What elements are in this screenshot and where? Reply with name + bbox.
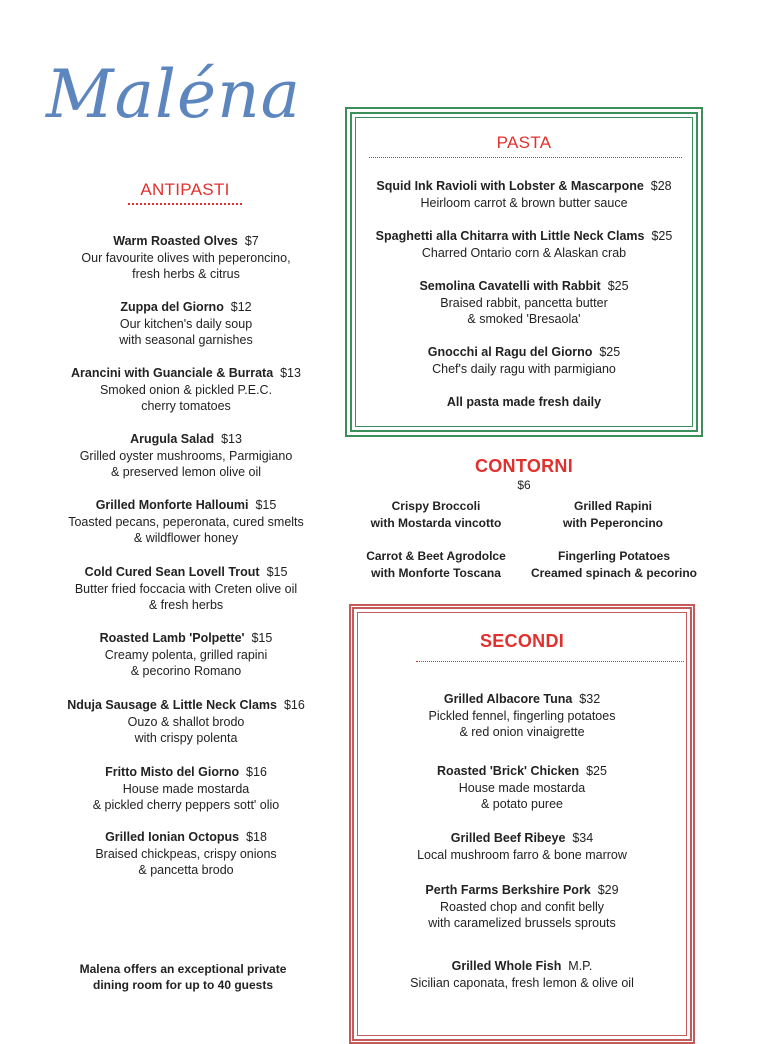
item-desc: Creamy polenta, grilled rapini [104,647,268,662]
item-desc: fresh herbs & citrus [132,267,240,281]
item-desc: Braised rabbit, pancetta butter [440,295,608,310]
item-desc: Pickled fennel, fingerling potatoes [428,708,616,723]
item-desc: & pecorino Romano [130,664,242,678]
pasta-item [345,178,703,211]
item-desc: Chef's daily ragu with parmigiano [432,361,616,376]
antipasti-item [18,564,354,614]
item-desc: Sicilian caponata, fresh lemon & olive oil [410,975,634,990]
item-price: $25 [586,764,607,778]
antipasti-heading: ANTIPASTI [140,180,230,199]
item-name: Gnocchi al Ragu del Giorno [427,345,593,359]
item-desc: & pancetta brodo [138,863,234,877]
item-desc: House made mostarda [458,780,586,795]
item-desc: & pickled cherry peppers sott' olio [92,798,280,812]
antipasti-item [18,431,354,481]
pasta-item [345,278,703,328]
secondi-heading: SECONDI [479,631,565,651]
item-desc: with seasonal garnishes [119,333,253,347]
item-price: $32 [579,692,601,706]
item-desc: & preserved lemon olive oil [110,465,262,479]
item-desc: Butter fried foccacia with Creten olive oil [74,581,298,596]
item-desc: Our kitchen's daily soup [119,316,253,331]
item-desc: Ouzo & shallot brodo [127,714,245,729]
item-name: Fritto Misto del Giorno [105,765,240,779]
secondi-divider [416,661,684,662]
antipasti-item [18,365,354,415]
private-dining-note [28,961,338,993]
item-price: $12 [230,300,252,314]
item-price: $25 [599,345,621,359]
item-name: Arancini with Guanciale & Burrata [71,366,274,380]
item-price: $28 [650,179,672,193]
item-desc: & smoked 'Bresaola' [467,312,581,326]
contorni-line: with Monforte Toscana [371,566,501,580]
item-name: Squid Ink Ravioli with Lobster & Mascarpone [376,179,644,193]
note-line: dining room for up to 40 guests [93,978,273,992]
item-desc: Our favourite olives with peperoncino, [81,250,291,265]
contorni-item [523,498,703,532]
contorni-heading: CONTORNI [474,456,574,476]
item-desc: with caramelized brussels sprouts [428,916,616,930]
antipasti-item [18,497,354,547]
item-price: $15 [251,631,273,645]
contorni-line: Creamed spinach & pecorino [530,566,698,580]
antipasti-item [18,630,354,680]
item-desc: House made mostarda [122,781,250,796]
note-line: Malena offers an exceptional private [79,962,287,976]
contorni-price: $6 [517,478,531,492]
item-desc: Toasted pecans, peperonata, cured smelts [68,514,304,529]
item-price: $16 [283,698,305,712]
antipasti-item [18,299,354,349]
contorni-line: Grilled Rapini [573,499,652,513]
item-price: $13 [280,366,301,380]
restaurant-logo: Maléna [46,56,301,133]
pasta-note-text: All pasta made fresh daily [446,395,602,409]
contorni-line: Crispy Broccoli [391,499,481,513]
item-desc: & wildflower honey [133,531,239,545]
item-desc: & red onion vinaigrette [459,725,585,739]
antipasti-item [18,829,354,879]
pasta-item [345,228,703,261]
contorni-item [346,548,526,582]
contorni-item [346,498,526,532]
item-desc: Braised chickpeas, crispy onions [95,846,277,861]
item-name: Cold Cured Sean Lovell Trout [84,565,260,579]
item-price: $34 [572,831,594,845]
item-price: M.P. [568,959,593,973]
item-name: Perth Farms Berkshire Pork [425,883,591,897]
item-name: Spaghetti alla Chitarra with Little Neck Clams [375,229,645,243]
item-price: $18 [246,830,267,844]
item-price: $13 [221,432,242,446]
pasta-divider [369,157,682,158]
item-name: Semolina Cavatelli with Rabbit [419,279,601,293]
antipasti-divider [128,203,242,205]
item-price: $15 [255,498,277,512]
item-name: Grilled Monforte Halloumi [95,498,249,512]
item-name: Grilled Albacore Tuna [443,692,573,706]
item-desc: & fresh herbs [148,598,224,612]
pasta-heading: PASTA [496,133,552,152]
secondi-item [349,763,695,813]
contorni-line: with Peperoncino [562,516,663,530]
secondi-item [349,882,695,932]
item-desc: Charred Ontario corn & Alaskan crab [421,245,627,260]
secondi-item [349,691,695,741]
item-name: Roasted Lamb 'Polpette' [99,631,245,645]
contorni-item [523,548,705,582]
item-desc: with crispy polenta [134,731,238,745]
antipasti-item [18,233,354,283]
antipasti-item [18,764,354,814]
item-name: Roasted 'Brick' Chicken [437,764,580,778]
item-name: Grilled Beef Ribeye [450,831,566,845]
item-name: Warm Roasted Olves [113,234,238,248]
contorni-line: with Mostarda vincotto [370,516,502,530]
antipasti-item [18,697,354,747]
item-desc: Heirloom carrot & brown butter sauce [420,195,628,210]
item-price: $25 [651,229,673,243]
item-name: Grilled Whole Fish [451,959,562,973]
secondi-item [349,958,695,991]
item-desc: Roasted chop and confit belly [440,899,604,914]
item-desc: Smoked onion & pickled P.E.C. [99,382,273,397]
item-name: Zuppa del Giorno [120,300,224,314]
item-name: Grilled Ionian Octopus [105,830,240,844]
item-price: $29 [597,883,619,897]
item-price: $16 [246,765,267,779]
secondi-item [349,830,695,863]
item-name: Nduja Sausage & Little Neck Clams [67,698,277,712]
item-desc: & potato puree [480,797,563,811]
contorni-line: Fingerling Potatoes [557,549,670,563]
item-price: $15 [266,565,288,579]
pasta-note [345,394,703,411]
pasta-item [345,344,703,377]
item-name: Arugula Salad [130,432,215,446]
item-price: $7 [244,234,259,248]
item-desc: Local mushroom farro & bone marrow [417,847,627,862]
item-desc: Grilled oyster mushrooms, Parmigiano [79,448,293,463]
item-desc: cherry tomatoes [141,399,231,413]
contorni-line: Carrot & Beet Agrodolce [366,549,506,563]
item-price: $25 [607,279,629,293]
